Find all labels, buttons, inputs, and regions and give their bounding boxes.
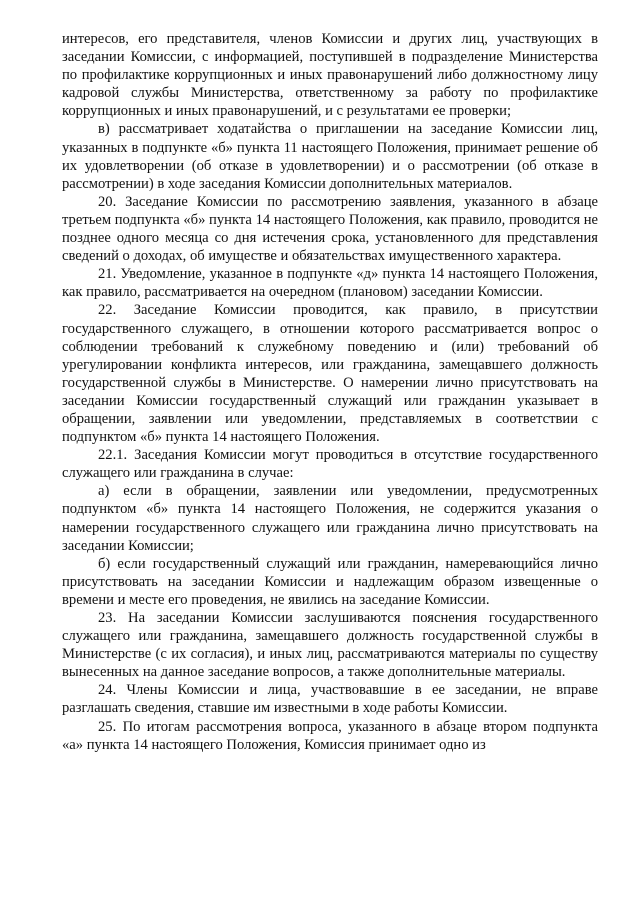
paragraph-item-22: 22. Заседание Комиссии проводится, как правило, в присутствии государственного служащего, в отношении которого рассматривается вопрос о соблюдении требований к служебному поведению и (или) требований об урегулировании конфликта интересов, или гражданина, замещавшего должность государственной службы в Министерстве. О намерении лично присутствовать на заседании Комиссии государственный служащий или гражданин указывает в обращении, заявлении или уведомлении, представляемых в соответствии с подпунктом «б» пункта 14 настоящего Положения. [62, 302, 598, 446]
paragraph-subitem-a: а) если в обращении, заявлении или уведомлении, предусмотренных подпунктом «б» пункта 14 настоящего Положения, не содержится указания о намерении государственного служащего или гражданина лично присутствовать на заседании Комиссии; [62, 483, 598, 554]
paragraph-item-20: 20. Заседание Комиссии по рассмотрению заявления, указанного в абзаце третьем подпункта «б» пункта 14 настоящего Положения, как правило, проводится не позднее одного месяца со дня истечения срока, установленного для представления сведений о доходах, об имуществе и обязательствах имущественного характера. [62, 193, 598, 265]
paragraph-item-23: 23. На заседании Комиссии заслушиваются пояснения государственного служащего или гражданина, замещавшего должность государственной службы в Министерстве (с их согласия), и иных лиц, рассматриваются материалы по существу вынесенных на данное заседание вопросов, а также дополнительные материалы. [62, 610, 598, 681]
paragraph-item-24: 24. Члены Комиссии и лица, участвовавшие в ее заседании, не вправе разглашать сведения, ставшие им известными в ходе работы Комиссии. [62, 682, 598, 717]
paragraph-item-25: 25. По итогам рассмотрения вопроса, указанного в абзаце втором подпункта «а» пункта 14 настоящего Положения, Комиссия принимает одно из [62, 718, 598, 753]
paragraph-continuation-proverki: интересов, его представителя, членов Комиссии и других лиц, участвующих в заседании Комиссии, с информацией, поступившей в подразделение Министерства по профилактике коррупционных и иных правонарушений либо должностному лицу кадровой службы Министерства, ответственному за работу по профилактике коррупционных и иных правонарушений, и с результатами ее проверки; [62, 31, 598, 120]
paragraph-subitem-v: в) рассматривает ходатайства о приглашении на заседание Комиссии лиц, указанных в подпункте «б» пункта 11 настоящего Положения, принимает решение об их удовлетворении (об отказе в удовлетворении) и о рассмотрении (об отказе в рассмотрении) в ходе заседания Комиссии дополнительных материалов. [62, 121, 598, 192]
paragraph-item-22-1: 22.1. Заседания Комиссии могут проводиться в отсутствие государственного служащего или гражданина в случае: [62, 447, 598, 482]
paragraph-item-21: 21. Уведомление, указанное в подпункте «д» пункта 14 настоящего Положения, как правило, рассматривается на очередном (плановом) заседании Комиссии. [62, 266, 598, 301]
paragraph-subitem-b: б) если государственный служащий или гражданин, намеревающийся лично присутствовать на заседании Комиссии и надлежащим образом извещенные о времени и месте его проведения, не явились на заседание Комиссии. [62, 555, 598, 608]
